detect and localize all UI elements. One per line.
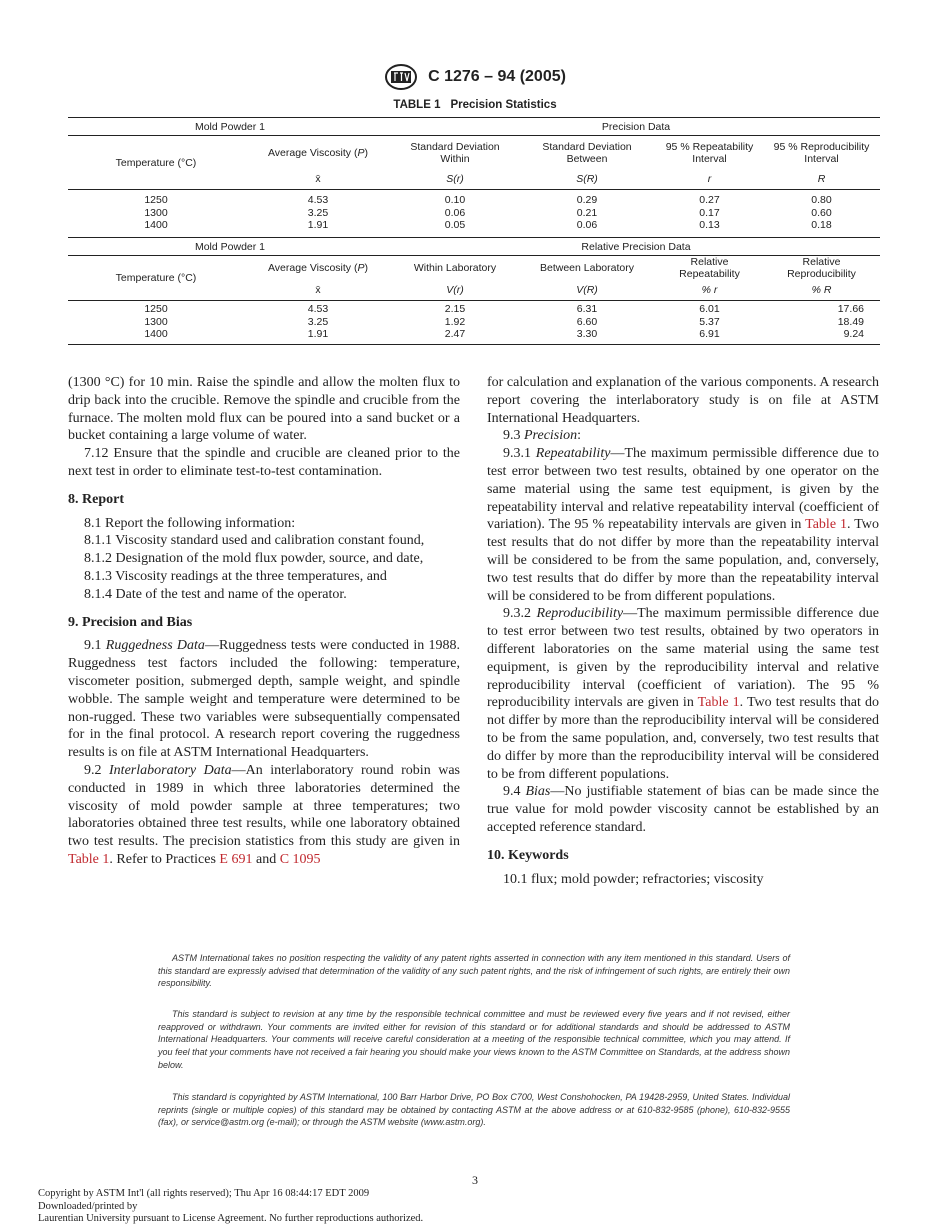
temperature-values-2: 1250 1300 1400 [144,303,168,341]
within-lab-header: Within Laboratory [413,262,497,274]
paragraph-8-1-1: 8.1.1 Viscosity standard used and calibration constant found, [84,533,425,549]
avg-viscosity-values: 4.53 3.25 1.91 [307,194,329,231]
rel-repeatability-values: 6.01 5.37 6.91 [699,303,720,341]
section-heading-precision: 9. Precision and Bias [68,614,193,630]
table-1-link[interactable]: Table 1 [68,851,110,867]
patent-notice: ASTM International takes no position respecting the validity of any patent rights asserted in connection with any item mentioned in this standard. Users of this standard are expressly advised that determination of the validity of any such patent rights, and the risk of infringement of such rights, are entirely their own responsibility. [158,953,790,989]
sd-between-header: Standard Deviation Between [542,140,632,165]
table-title [0,99,950,111]
rel-reproducibility-values: 17.66 18.49 9.24 [837,303,864,341]
paragraph-9-3: 9.3 Precision: [503,428,582,444]
repeatability-values: 0.27 0.17 0.13 [699,194,720,231]
within-lab-values: 2.15 1.92 2.47 [444,303,466,341]
between-lab-values: 6.31 6.60 3.30 [576,303,598,341]
paragraph-9-3-1: 9.3.1 Repeatability—The maximum permissible difference due to test error between two test results, obtained by one operator on the same material using the same test equipment, is given by the repeatability interval and relative repeatability interval (coefficient of variation). The 95 % repeatability intervals are given in Table 1. Two test results that do not differ by more than the repeatability interval will be considered to be from the same population, and, conversely, two test results that do differ by more than the repeatability interval will be considered to be from different populations. [487,446,879,604]
astm-logo-icon [384,64,418,90]
sd-within-header: Standard Deviation Within [410,140,500,165]
rel-repeatability-header: Relative Repeatability [679,256,740,280]
mold-powder-label: Mold Powder 1 [68,118,392,136]
symbol-pR: % R [763,280,880,300]
copyright-notice: This standard is copyrighted by ASTM International, 100 Barr Harbor Drive, PO Box C700, West Conshohocken, PA 19428-2959, United States. Individual reprints (single or multiple copies) of this standard may be obtained by contacting ASTM at the above address or at 610-832-9585 (phone), 610-832-9555 (fax), or service@astm.org (e-mail); or through the ASTM website (www.astm.org). [158,1092,790,1128]
paragraph-9-3-2: 9.3.2 Reproducibility—The maximum permissible difference due to test error between two test results, obtained by two operators in different laboratories on the same material using the same test equipment, is given by the reproducibility interval and relative reproducibility interval (coefficient of variation). The 95 % reproducibility intervals are given in Table 1. Two test results that do not differ by more than the reproducibility interval will be considered to be from the same population, and, conversely, two test results that do differ by more than the reproducibility interval will be considered to be from different populations. [487,606,879,782]
symbol-xbar: x̄ [244,170,392,190]
symbol-vR: V(R) [518,280,656,300]
paragraph: (1300 °C) for 10 min. Raise the spindle and allow the molten flux to drip back into the crucible. Remove the spindle and crucible from the furnace. The molten mold flux can be poured into a sand bucket or a bucket containing a large volume of water. [68,375,460,444]
symbol-vr: V(r) [392,280,518,300]
symbol-R: R [763,170,880,190]
paragraph: for calculation and explanation of the various components. A research report covering the interlaboratory study is on file at ASTM International Headquarters. [487,375,879,426]
relative-precision-table [68,237,880,345]
mold-powder-label-2: Mold Powder 1 [68,238,392,256]
paragraph-8-1-4: 8.1.4 Date of the test and name of the operator. [84,586,347,602]
temperature-header-2: Temperature (°C) [68,256,244,301]
avg-viscosity-header: Average Viscosity (P) [267,146,368,159]
paragraph-7-12: 7.12 Ensure that the spindle and crucible are cleaned prior to the next test in order to eliminate test-to-test contamination. [68,446,460,479]
rel-reproducibility-header: Relative Reproducibility [787,256,856,280]
c1095-link[interactable]: C 1095 [279,851,321,867]
page-number: 3 [472,1173,478,1187]
footer-line: Copyright by ASTM Int'l (all rights reserved); Thu Apr 16 08:44:17 EDT 2009 [38,1188,370,1199]
paragraph-9-4: 9.4 Bias—No justifiable statement of bias can be made since the true value for mold powder viscosity cannot be established by an accepted reference standard. [487,784,879,835]
reproducibility-values: 0.80 0.60 0.18 [811,194,832,231]
paragraph-8-1: 8.1 Report the following information: [84,515,296,531]
sd-within-values: 0.10 0.06 0.05 [444,194,466,231]
table-label: TABLE 1 [393,99,441,111]
symbol-sr: S(r) [392,170,518,190]
paragraph-9-1: 9.1 Ruggedness Data—Ruggedness tests were conducted in 1988. Ruggedness test factors included the following: temperature, viscometer position, submerged depth, sample weight, and spindle wobble. The sample weight and temperature were determined to be non-rugged. These two variables were subsequentially compensated for in the final protocol. A research report covering the ruggedness results is on file at ASTM International Headquarters. [68,638,460,761]
paragraph-9-2: 9.2 Interlaboratory Data—An interlaboratory round robin was conducted in 1989 in which three laboratories determined the viscosity of mold powder sample at three temperatures; two laboratories obtained three test results, while one laboratory obtained two test results. The precision statistics from this study are given in Table 1. Refer to Practices E 691 and C 1095 [68,762,460,867]
e691-link[interactable]: E 691 [219,851,253,867]
footer-line: Downloaded/printed by [38,1200,138,1212]
revision-notice: This standard is subject to revision at any time by the responsible technical committee and must be reviewed every five years and if not revised, either reapproved or withdrawn. Your comments are invited either for revision of this standard or for additional standards and should be addressed to ASTM International Headquarters. Your comments will receive careful consideration at a meeting of the responsible technical committee, which you may attend. If you feel that your comments have not received a fair hearing you should make your views known to the ASTM Committee on Standards, at the address shown below. [158,1009,790,1070]
left-column [68,374,460,869]
between-lab-header: Between Laboratory [540,262,634,274]
section-heading-keywords: 10. Keywords [487,847,569,863]
footer-line: Laurentian University pursuant to License Agreement. No further reproductions authorized. [38,1213,424,1225]
document-code: C 1276 – 94 (2005) [428,68,566,85]
symbol-sR: S(R) [518,170,656,190]
precision-data-table [68,117,880,236]
table-1-link[interactable]: Table 1 [697,695,740,711]
avg-viscosity-header-2: Average Viscosity (P) [267,262,368,274]
paragraph-8-1-2: 8.1.2 Designation of the mold flux powder, source, and date, [84,551,424,567]
temperature-header: Temperature (°C) [68,136,244,190]
avg-viscosity-values-2: 4.53 3.25 1.91 [307,303,329,341]
download-footer [38,1188,423,1226]
right-column [487,374,879,888]
relative-precision-label: Relative Precision Data [392,238,880,256]
table-title-text: Precision Statistics [450,99,557,111]
repeatability-header: 95 % Repeatability Interval [665,140,754,165]
paragraph-8-1-3: 8.1.3 Viscosity readings at the three temperatures, and [84,568,387,584]
symbol-xbar-2: x̄ [244,280,392,300]
sd-between-values: 0.29 0.21 0.06 [576,194,598,231]
section-heading-report: 8. Report [68,491,124,507]
table-1-link[interactable]: Table 1 [805,517,848,533]
temperature-values: 1250 1300 1400 [144,194,168,231]
reproducibility-header: 95 % Reproducibility Interval [773,140,870,165]
paragraph-10-1: 10.1 flux; mold powder; refractories; viscosity [503,871,764,887]
page-header [0,64,950,90]
symbol-pr: % r [656,280,763,300]
precision-data-label: Precision Data [392,118,880,136]
symbol-r: r [656,170,763,190]
